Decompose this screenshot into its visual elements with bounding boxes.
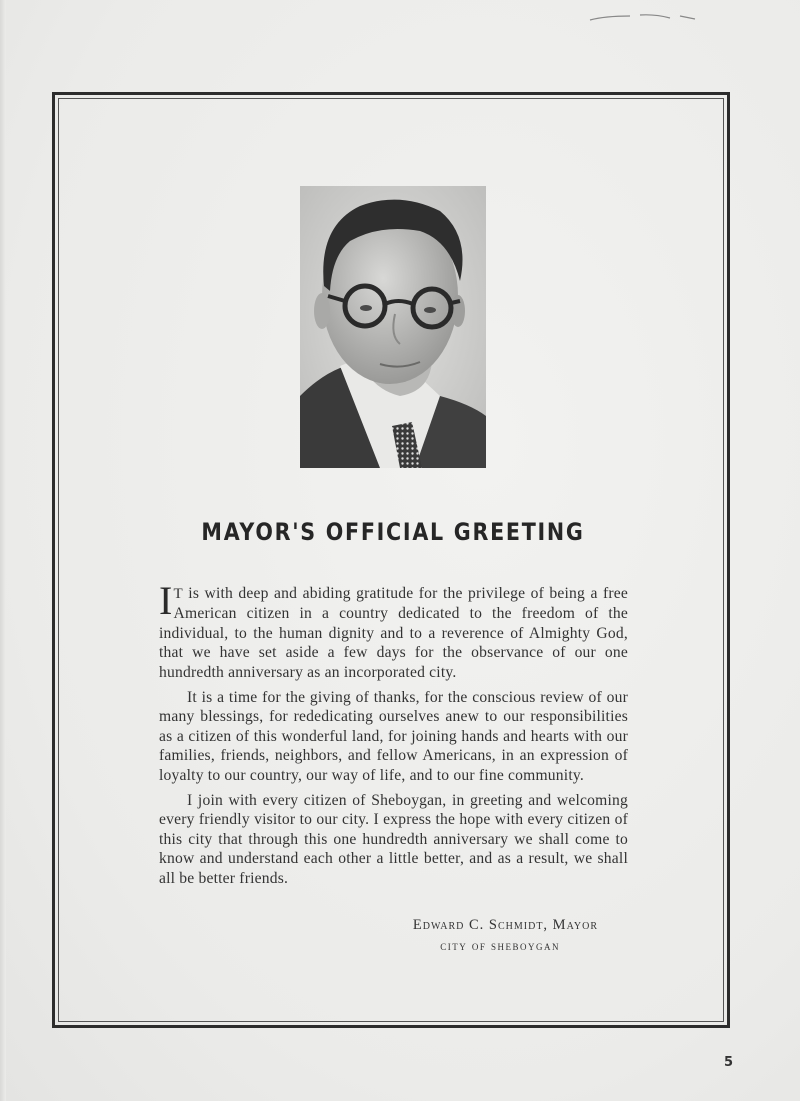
- page-number: 5: [724, 1055, 734, 1070]
- drop-cap: I: [159, 578, 173, 623]
- mayor-portrait-photo: [300, 186, 486, 468]
- pencil-mark: [585, 8, 705, 22]
- greeting-paragraph-1: [159, 578, 628, 682]
- signature-name: Edward C. Schmidt, Mayor: [412, 917, 598, 933]
- paragraph-text: is with deep and abiding gratitude for the privilege of being a free American citizen in a country dedicated to the freedom of the individual, to the human dignity and to a reverence of Almighty God, that we have set aside a few days for the observance of our one hundredth anniversary as an incorporated city.: [159, 585, 628, 681]
- greeting-body: [159, 578, 628, 894]
- signature-city: city of sheboygan: [440, 939, 560, 953]
- page-title: MAYOR'S OFFICIAL GREETING: [201, 518, 585, 546]
- lead-letter: T: [173, 586, 183, 602]
- page-edge-shadow: [0, 0, 6, 1101]
- greeting-paragraph-2: It is a time for the giving of thanks, for the conscious review of our many blessings, for rededicating ourselves anew to our responsibilities as a citizen of this wonderful land, for joining hands and hearts with our families, friends, neighbors, and fellow Americans, in an expression of loyalty to our country, our way of life, and to our fine community.: [159, 689, 628, 784]
- greeting-paragraph-3: I join with every citizen of Sheboygan, in greeting and welcoming every friendly visitor to our city. I express the hope with every citizen of this city that through this one hundredth anniversary we shall come to know and understand each other a little better, and as a result, we shall all be better friends.: [159, 792, 628, 887]
